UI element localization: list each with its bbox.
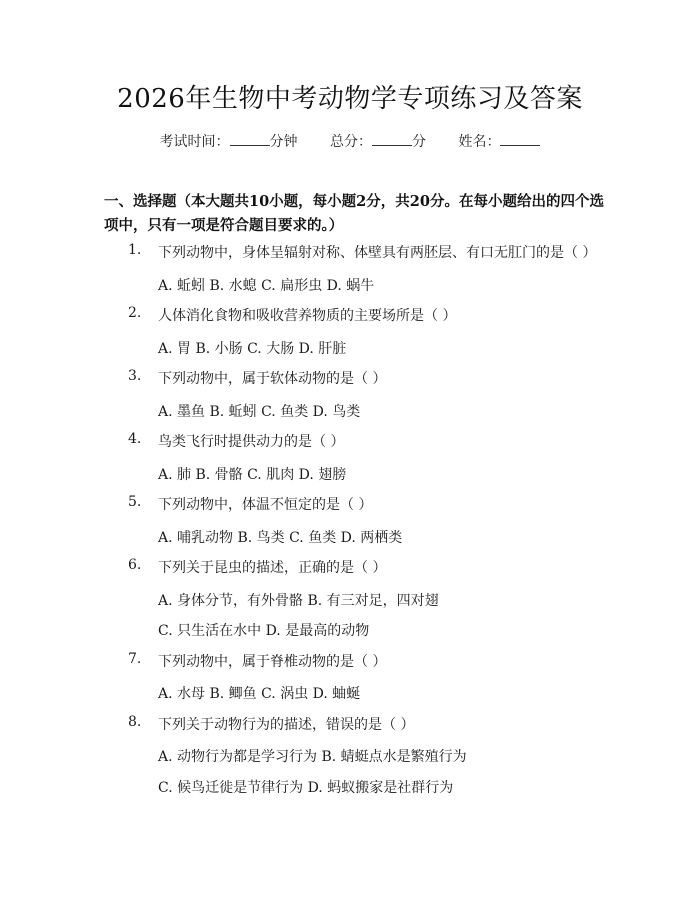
- exam-time-label: 考试时间：: [159, 134, 230, 150]
- question-item: [0, 431, 700, 464]
- question-text: 下列动物中，属于软体动物的是（ ）: [158, 371, 387, 387]
- options-text: A. 身体分节，有外骨骼 B. 有三对足，四对翅: [158, 592, 439, 609]
- question-options: [0, 590, 700, 621]
- question-options: [0, 746, 700, 777]
- options-text: C. 只生活在水中 D. 是最高的动物: [158, 623, 370, 639]
- question-options: [0, 683, 700, 714]
- exam-time-unit: 分钟: [269, 134, 298, 150]
- question-options: [0, 620, 700, 651]
- options-text: A. 动物行为都是学习行为 B. 蜻蜓点水是繁殖行为: [158, 749, 467, 765]
- question-number: 8.: [128, 713, 142, 730]
- options-text: A. 水母 B. 鲫鱼 C. 涡虫 D. 蚰蜒: [158, 686, 361, 702]
- options-text: A. 蚯蚓 B. 水螅 C. 扁形虫 D. 蜗牛: [158, 277, 375, 294]
- options-text: A. 哺乳动物 B. 鸟类 C. 鱼类 D. 两栖类: [158, 529, 403, 546]
- student-name-label: 姓名：: [458, 134, 501, 150]
- document-title: 2026年生物中考动物学专项练习及答案: [117, 84, 583, 114]
- question-number: 1.: [128, 242, 142, 258]
- question-options: [0, 275, 700, 306]
- exam-time-field: [160, 131, 298, 151]
- question-options: [0, 777, 700, 808]
- question-item: [0, 494, 700, 527]
- exam-time-blank: [230, 133, 270, 146]
- options-text: A. 胃 B. 小肠 C. 大肠 D. 肝脏: [158, 340, 347, 357]
- question-options: [0, 338, 700, 369]
- total-score-unit: 分: [412, 134, 426, 150]
- question-item: [0, 305, 700, 338]
- student-name-field: [458, 131, 540, 151]
- exam-meta-line: [0, 131, 700, 151]
- question-text: 下列动物中，体温不恒定的是（ ）: [158, 497, 373, 513]
- question-text: 下列动物中，身体呈辐射对称、体壁具有两胚层、有口无肛门的是（ ）: [158, 245, 597, 261]
- options-text: C. 候鸟迁徙是节律行为 D. 蚂蚁搬家是社群行为: [158, 779, 454, 796]
- question-item: [0, 557, 700, 590]
- total-score-field: [330, 131, 426, 151]
- question-text: 人体消化食物和吸收营养物质的主要场所是（ ）: [158, 308, 457, 324]
- question-number: 5.: [128, 494, 142, 510]
- question-number: 3.: [128, 368, 142, 384]
- question-number: 4.: [128, 431, 142, 447]
- question-number: 7.: [128, 650, 142, 667]
- question-item: [0, 242, 700, 275]
- question-text: 下列动物中，属于脊椎动物的是（ ）: [158, 653, 387, 670]
- question-text: 鸟类飞行时提供动力的是（ ）: [158, 434, 345, 450]
- question-text: 下列关于昆虫的描述，正确的是（ ）: [158, 560, 387, 576]
- question-item: [0, 651, 700, 684]
- question-options: [0, 464, 700, 495]
- question-options: [0, 527, 700, 558]
- section-heading: 一、选择题（本大题共10小题，每小题2分，共20分。在每小题给出的四个选项中，只有一项是符合题目要求的。）: [104, 193, 604, 234]
- options-text: A. 肺 B. 骨骼 C. 肌肉 D. 翅膀: [158, 466, 347, 483]
- total-score-blank: [372, 133, 412, 146]
- question-number: 2.: [128, 305, 142, 321]
- question-item: [0, 714, 700, 747]
- question-list: [0, 242, 700, 807]
- question-number: 6.: [128, 557, 142, 573]
- question-options: [0, 401, 700, 432]
- options-text: A. 墨鱼 B. 蚯蚓 C. 鱼类 D. 鸟类: [158, 403, 361, 420]
- question-text: 下列关于动物行为的描述，错误的是（ ）: [158, 716, 415, 733]
- question-item: [0, 368, 700, 401]
- total-score-label: 总分：: [330, 134, 372, 150]
- student-name-blank: [500, 133, 540, 146]
